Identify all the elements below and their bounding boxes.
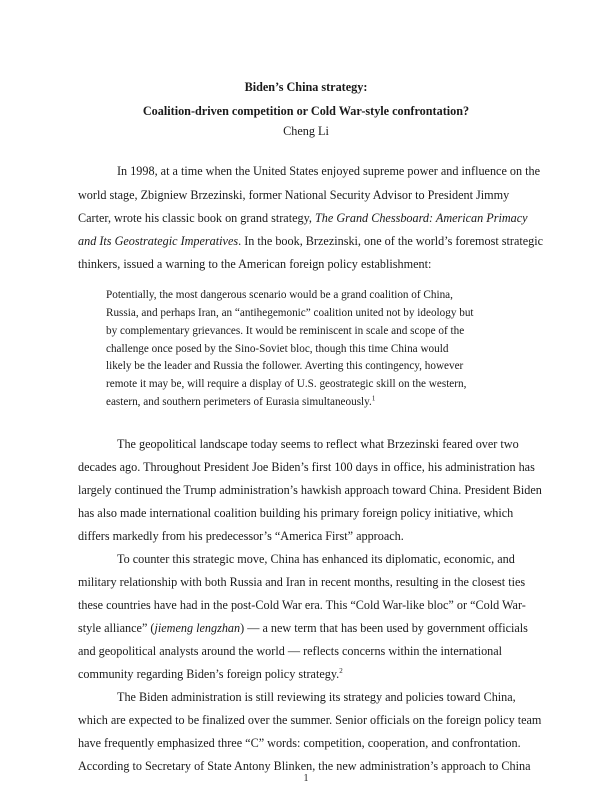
p3-line-5: and geopolitical analysts around the world — reflects concerns within the international <box>78 644 503 658</box>
footnote-ref-1[interactable]: 1 <box>371 394 376 403</box>
quote-line-2: Russia, and perhaps Iran, an “antihegemonic” coalition united not by ideology but <box>106 307 474 319</box>
quote-line-7 <box>106 395 375 409</box>
p3-line-6-text: community regarding Biden’s foreign policy strategy. <box>78 667 340 681</box>
p1-line-5: thinkers, issued a warning to the American foreign policy establishment: <box>78 257 432 271</box>
p4-line-3: have frequently emphasized three “C” words: competition, cooperation, and confrontation. <box>78 736 521 750</box>
p3-line-6 <box>78 667 343 682</box>
p4-line-1: The Biden administration is still reviewing its strategy and policies toward China, <box>117 690 516 704</box>
quote-line-1: Potentially, the most dangerous scenario would be a grand coalition of China, <box>106 289 453 301</box>
book-title-part-1: The Grand Chessboard: American Primacy <box>315 211 528 225</box>
title-line-1: Biden’s China strategy: <box>244 80 368 94</box>
p3-line-4 <box>78 621 528 636</box>
pinyin-term: jiemeng lengzhan <box>154 621 241 635</box>
p1-line-4-text: . In the book, Brzezinski, one of the world’s foremost strategic <box>238 234 544 248</box>
page-number: 1 <box>303 773 309 784</box>
p3-line-3: these countries have had in the post-Cold War era. This “Cold War-like bloc” or “Cold War- <box>78 598 526 612</box>
book-title-part-2: and Its Geostrategic Imperatives <box>78 234 239 248</box>
p2-line-2: decades ago. Throughout President Joe Biden’s first 100 days in office, his administration has <box>78 460 535 474</box>
p3-line-1: To counter this strategic move, China has enhanced its diplomatic, economic, and <box>117 552 515 566</box>
p4-line-4: According to Secretary of State Antony Blinken, the new administration’s approach to China <box>78 759 531 773</box>
quote-line-3: by complementary grievances. It would be reminiscent in scale and scope of the <box>106 325 465 337</box>
p4-line-2: which are expected to be finalized over the summer. Senior officials on the foreign policy team <box>78 713 542 727</box>
p3-line-4-text-b: ) — a new term that has been used by government officials <box>240 621 528 635</box>
p1-line-1: In 1998, at a time when the United States enjoyed supreme power and influence on the <box>117 164 541 178</box>
quote-line-5: likely be the leader and Russia the follower. Averting this contingency, however <box>106 360 464 372</box>
author: Cheng Li <box>283 124 329 138</box>
p3-line-4-text-a: style alliance” ( <box>78 621 155 635</box>
p2-line-1: The geopolitical landscape today seems to reflect what Brzezinski feared over two <box>117 437 519 451</box>
p1-line-4 <box>78 234 543 249</box>
quote-line-7-text: eastern, and southern perimeters of Eurasia simultaneously. <box>106 396 372 408</box>
p1-line-2: world stage, Zbigniew Brzezinski, former National Security Advisor to President Jimmy <box>78 188 510 202</box>
p1-line-3-text: Carter, wrote his classic book on grand strategy, <box>78 211 315 225</box>
p2-line-4: has also made international coalition building his primary foreign policy initiative, which <box>78 506 514 520</box>
footnote-ref-2[interactable]: 2 <box>339 666 343 675</box>
p3-line-2: military relationship with both Russia and Iran in recent months, resulting in the closest ties <box>78 575 526 589</box>
title-line-2: Coalition-driven competition or Cold War-style confrontation? <box>142 104 470 118</box>
quote-line-4: challenge once posed by the Sino-Soviet bloc, though this time China would <box>106 343 449 355</box>
p2-line-5: differs markedly from his predecessor’s “America First” approach. <box>78 529 404 543</box>
quote-line-6: remote it may be, will require a display of U.S. geostrategic skill on the western, <box>106 378 467 390</box>
p1-line-3 <box>78 211 528 226</box>
p2-line-3: largely continued the Trump administration’s hawkish approach toward China. President Biden <box>78 483 542 497</box>
